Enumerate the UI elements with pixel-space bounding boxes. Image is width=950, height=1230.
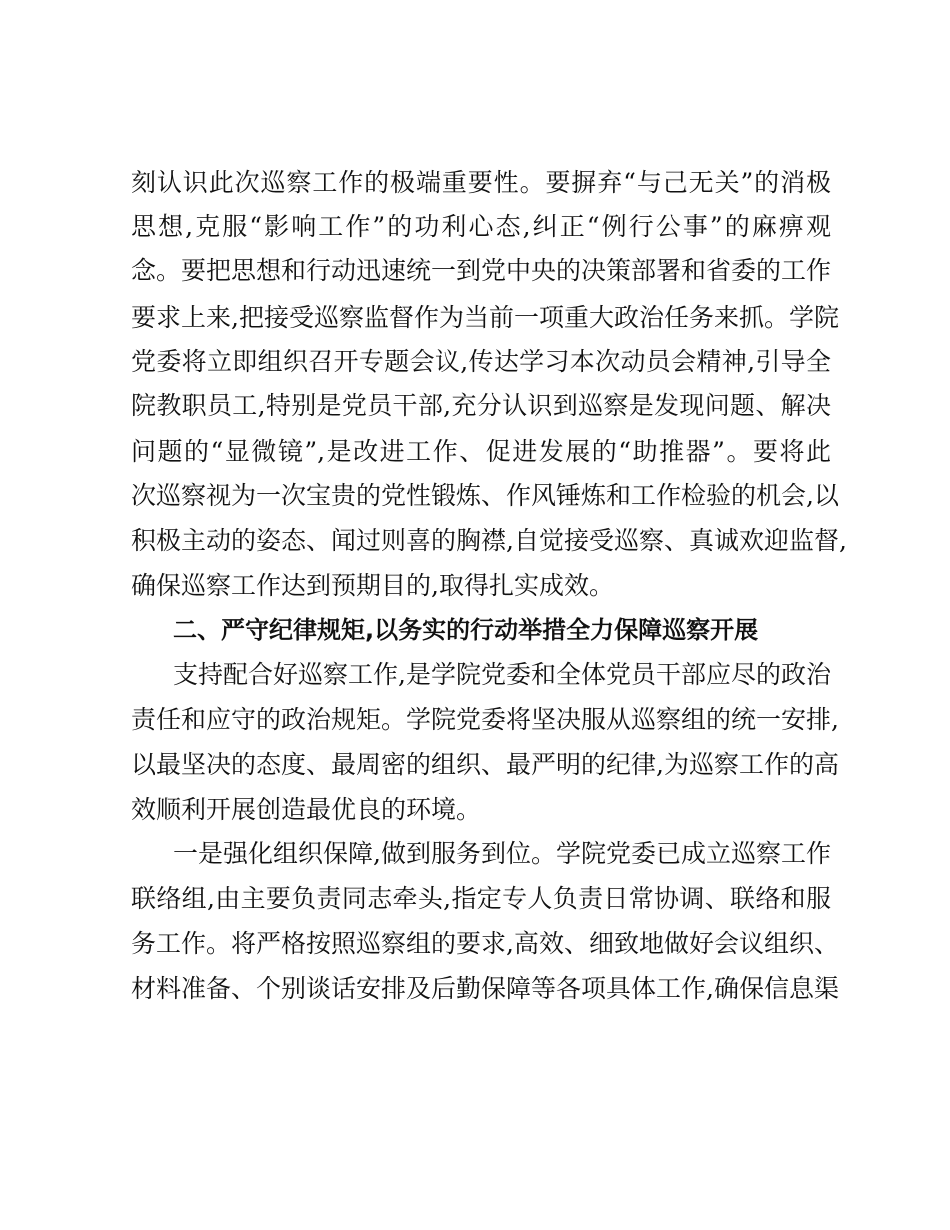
body-text-line: 责任和应守的政治规矩。学院党委将坚决服从巡察组的统一安排, (131, 705, 839, 734)
body-text-line: 效顺利开展创造最优良的环境。 (131, 795, 482, 824)
body-text-line: 以最坚决的态度、最周密的组织、最严明的纪律,为巡察工作的高 (131, 750, 839, 779)
body-text-line: 刻认识此次巡察工作的极端重要性。要摒弃“与己无关”的消极 (131, 168, 831, 197)
body-text-line: 支持配合好巡察工作,是学院党委和全体党员干部应尽的政治 (173, 660, 831, 689)
body-text-line: 院教职员工,特别是党员干部,充分认识到巡察是发现问题、解决 (131, 391, 831, 420)
body-text-line: 积极主动的姿态、闻过则喜的胸襟,自觉接受巡察、真诚欢迎监督, (131, 526, 847, 555)
body-text-line: 要求上来,把接受巡察监督作为当前一项重大政治任务来抓。学院 (131, 303, 839, 332)
body-text-line: 一是强化组织保障,做到服务到位。学院党委已成立巡察工作 (173, 839, 831, 868)
body-text-line: 务工作。将严格按照巡察组的要求,高效、细致地做好会议组织、 (131, 929, 839, 958)
body-text-line: 材料准备、个别谈话安排及后勤保障等各项具体工作,确保信息渠 (131, 974, 839, 1003)
body-text-line: 次巡察视为一次宝贵的党性锻炼、作风锤炼和工作检验的机会,以 (131, 481, 839, 510)
body-text-line: 念。要把思想和行动迅速统一到党中央的决策部署和省委的工作 (131, 256, 832, 285)
body-text-line: 党委将立即组织召开专题会议,传达学习本次动员会精神,引导全 (131, 347, 831, 376)
body-text-line: 确保巡察工作达到预期目的,取得扎实成效。 (131, 571, 614, 600)
body-text-line: 问题的“显微镜”,是改进工作、促进发展的“助推器”。要将此 (131, 437, 831, 466)
section-heading: 二、严守纪律规矩,以务实的行动举措全力保障巡察开展 (173, 616, 759, 644)
body-text-line: 思想,克服“影响工作”的功利心态,纠正“例行公事”的麻痹观 (131, 212, 831, 241)
body-text-line: 联络组,由主要负责同志牵头,指定专人负责日常协调、联络和服 (131, 884, 831, 913)
